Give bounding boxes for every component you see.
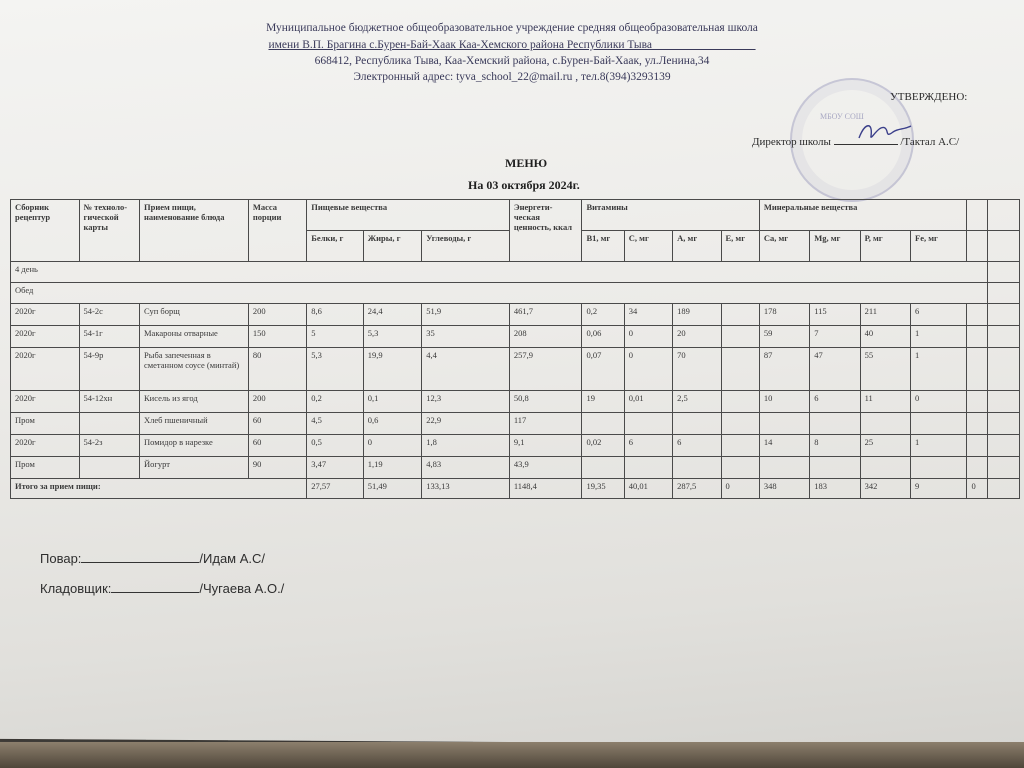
- cell-ca: 178: [759, 304, 809, 326]
- cell-protein: 5: [307, 326, 363, 348]
- total-extra: 0: [967, 479, 987, 499]
- cell-extra: [967, 457, 987, 479]
- total-e: 0: [721, 479, 759, 499]
- header-protein: Белки, г: [307, 231, 363, 262]
- total-fat: 51,49: [363, 479, 421, 499]
- cell-carbs: 4,83: [422, 457, 510, 479]
- cell-a: [673, 457, 721, 479]
- cell-fe: [911, 413, 967, 435]
- cell-fat: 24,4: [363, 304, 421, 326]
- table-row: [11, 391, 1020, 413]
- cell-energy: 43,9: [509, 457, 582, 479]
- empty-cell: [987, 348, 1019, 391]
- menu-table: [10, 199, 1020, 499]
- cell-mass: 80: [248, 348, 306, 391]
- cell-mass: 60: [248, 435, 306, 457]
- cell-collection: 2020г: [11, 348, 80, 391]
- header-e: Е, мг: [721, 231, 759, 262]
- school-name-line1: Муниципальное бюджетное общеобразовательное учреждение средняя общеобразовательная школа: [266, 22, 758, 34]
- cell-carbs: 4,4: [422, 348, 510, 391]
- director-signature: [855, 118, 915, 146]
- header-collection: Сборник рецептур: [11, 200, 80, 262]
- cell-energy: 461,7: [509, 304, 582, 326]
- cell-collection: 2020г: [11, 391, 80, 413]
- cell-mg: 7: [810, 326, 860, 348]
- cell-b1: 19: [582, 391, 624, 413]
- table-row: [11, 457, 1020, 479]
- cell-fat: 0,6: [363, 413, 421, 435]
- cell-fe: 1: [911, 326, 967, 348]
- cell-b1: 0,02: [582, 435, 624, 457]
- cell-ca: 87: [759, 348, 809, 391]
- cell-a: 20: [673, 326, 721, 348]
- cell-mass: 90: [248, 457, 306, 479]
- table-row: [11, 413, 1020, 435]
- cell-card: 54-2с: [79, 304, 139, 326]
- cook-blank: [81, 549, 199, 563]
- store-signature-line: [40, 579, 284, 596]
- header-c: С, мг: [624, 231, 672, 262]
- total-b1: 19,35: [582, 479, 624, 499]
- table-row: [11, 435, 1020, 457]
- header-vitamins: Витамины: [582, 200, 759, 231]
- cell-e: [721, 326, 759, 348]
- cell-fat: 0: [363, 435, 421, 457]
- cell-dish-name: Йогурт: [140, 457, 249, 479]
- school-contacts: Электронный адрес: tyva_school_22@mail.ru , тел.8(394)3293139: [353, 71, 671, 83]
- header-meal: Прием пищи, наименование блюда: [140, 200, 249, 262]
- director-label: Директор школы: [752, 136, 831, 148]
- cell-card: 54-1г: [79, 326, 139, 348]
- table-row: [11, 326, 1020, 348]
- cell-c: [624, 413, 672, 435]
- total-a: 287,5: [673, 479, 721, 499]
- cell-extra: [967, 391, 987, 413]
- empty-cell: [987, 435, 1019, 457]
- cell-carbs: 51,9: [422, 304, 510, 326]
- cell-energy: 208: [509, 326, 582, 348]
- cell-p: 25: [860, 435, 910, 457]
- empty-cell: [987, 391, 1019, 413]
- cell-e: [721, 457, 759, 479]
- header-mg: Mg, мг: [810, 231, 860, 262]
- cell-protein: 5,3: [307, 348, 363, 391]
- cell-mg: 47: [810, 348, 860, 391]
- cell-a: 2,5: [673, 391, 721, 413]
- cell-collection: Пром: [11, 457, 80, 479]
- cell-mg: 6: [810, 391, 860, 413]
- cell-mg: [810, 457, 860, 479]
- cell-ca: [759, 413, 809, 435]
- cell-collection: Пром: [11, 413, 80, 435]
- empty-cell: [987, 283, 1019, 304]
- cell-c: [624, 457, 672, 479]
- cell-extra: [967, 413, 987, 435]
- approved-label: УТВЕРЖДЕНО:: [890, 91, 968, 103]
- total-c: 40,01: [624, 479, 672, 499]
- school-address: 668412, Республика Тыва, Каа-Хемский района, с.Бурен-Бай-Хаак, ул.Ленина,34: [314, 55, 710, 67]
- cell-fat: 0,1: [363, 391, 421, 413]
- cell-a: 6: [673, 435, 721, 457]
- header-empty: [967, 231, 987, 262]
- cell-ca: 14: [759, 435, 809, 457]
- cell-fe: 1: [911, 348, 967, 391]
- header-p: Р, мг: [860, 231, 910, 262]
- empty-cell: [987, 413, 1019, 435]
- cell-carbs: 1,8: [422, 435, 510, 457]
- header-ca: Са, мг: [759, 231, 809, 262]
- cook-name: /Идам А.С/: [199, 551, 266, 566]
- cell-carbs: 22,9: [422, 413, 510, 435]
- cell-ca: [759, 457, 809, 479]
- cell-p: [860, 457, 910, 479]
- meal-type-label: Обед: [11, 283, 988, 304]
- store-name: /Чугаева А.О./: [199, 581, 285, 596]
- cell-fe: 0: [911, 391, 967, 413]
- header-empty: [987, 200, 1019, 231]
- cell-a: 189: [673, 304, 721, 326]
- cell-p: 11: [860, 391, 910, 413]
- cell-b1: 0,06: [582, 326, 624, 348]
- cell-b1: 0,07: [582, 348, 624, 391]
- cell-collection: 2020г: [11, 304, 80, 326]
- cell-dish-name: Макароны отварные: [140, 326, 249, 348]
- total-mg: 183: [810, 479, 860, 499]
- total-fe: 9: [911, 479, 967, 499]
- header-fat: Жиры, г: [363, 231, 421, 262]
- cell-p: [860, 413, 910, 435]
- stamp-text: МБОУ СОШ: [820, 112, 864, 121]
- cell-mg: 115: [810, 304, 860, 326]
- store-blank: [111, 579, 199, 593]
- cell-collection: 2020г: [11, 435, 80, 457]
- cell-card: 54-12хн: [79, 391, 139, 413]
- header-mass: Масса порции: [248, 200, 306, 262]
- dish-rows: [11, 304, 1020, 479]
- header-energy: Энергети-ческая ценность, ккал: [509, 200, 582, 262]
- cell-fe: 6: [911, 304, 967, 326]
- header-empty: [967, 200, 987, 231]
- table-row: [11, 348, 1020, 391]
- cell-b1: 0,2: [582, 304, 624, 326]
- cell-carbs: 12,3: [422, 391, 510, 413]
- cell-protein: 0,5: [307, 435, 363, 457]
- cell-fe: 1: [911, 435, 967, 457]
- header-empty: [987, 231, 1019, 262]
- cell-b1: [582, 457, 624, 479]
- cell-e: [721, 435, 759, 457]
- cell-energy: 9,1: [509, 435, 582, 457]
- empty-cell: [987, 262, 1019, 283]
- cell-protein: 8,6: [307, 304, 363, 326]
- cell-energy: 257,9: [509, 348, 582, 391]
- cell-p: 211: [860, 304, 910, 326]
- cell-extra: [967, 348, 987, 391]
- cell-card: 54-9р: [79, 348, 139, 391]
- cell-c: 0,01: [624, 391, 672, 413]
- cell-dish-name: Хлеб пшеничный: [140, 413, 249, 435]
- total-p: 342: [860, 479, 910, 499]
- cell-card: [79, 413, 139, 435]
- empty-cell: [987, 304, 1019, 326]
- total-carbs: 133,13: [422, 479, 510, 499]
- cell-e: [721, 391, 759, 413]
- cell-dish-name: Суп борщ: [140, 304, 249, 326]
- cell-protein: 3,47: [307, 457, 363, 479]
- cell-extra: [967, 435, 987, 457]
- cell-c: 0: [624, 348, 672, 391]
- cook-signature-line: [40, 549, 265, 566]
- cell-protein: 4,5: [307, 413, 363, 435]
- cell-fat: 1,19: [363, 457, 421, 479]
- table-row: [11, 304, 1020, 326]
- cell-energy: 117: [509, 413, 582, 435]
- total-ca: 348: [759, 479, 809, 499]
- cell-a: 70: [673, 348, 721, 391]
- header-card: № техноло-гической карты: [79, 200, 139, 262]
- cell-p: 55: [860, 348, 910, 391]
- cell-fe: [911, 457, 967, 479]
- header-fe: Fe, мг: [911, 231, 967, 262]
- total-label: Итого за прием пищи:: [11, 479, 307, 499]
- cell-ca: 59: [759, 326, 809, 348]
- empty-cell: [987, 457, 1019, 479]
- empty-cell: [987, 326, 1019, 348]
- floor-background: [0, 742, 1024, 768]
- cell-mass: 60: [248, 413, 306, 435]
- cell-mass: 200: [248, 304, 306, 326]
- cell-dish-name: Кисель из ягод: [140, 391, 249, 413]
- director-name: /Тактал А.С/: [900, 136, 960, 148]
- header-a: А, мг: [673, 231, 721, 262]
- cell-p: 40: [860, 326, 910, 348]
- cell-energy: 50,8: [509, 391, 582, 413]
- cell-c: 0: [624, 326, 672, 348]
- cell-mass: 150: [248, 326, 306, 348]
- cell-card: 54-2з: [79, 435, 139, 457]
- cell-a: [673, 413, 721, 435]
- total-protein: 27,57: [307, 479, 363, 499]
- empty-cell: [987, 479, 1019, 499]
- header-minerals: Минеральные вещества: [759, 200, 967, 231]
- cell-fat: 5,3: [363, 326, 421, 348]
- cell-mg: 8: [810, 435, 860, 457]
- header-nutrients: Пищевые вещества: [307, 200, 510, 231]
- cell-e: [721, 304, 759, 326]
- menu-date: На 03 октября 2024г.: [468, 178, 580, 192]
- cell-extra: [967, 326, 987, 348]
- cell-dish-name: Рыба запеченная в сметанном соусе (минтай): [140, 348, 249, 391]
- cook-label: Повар:: [40, 551, 82, 566]
- header-carbs: Углеводы, г: [422, 231, 510, 262]
- cell-protein: 0,2: [307, 391, 363, 413]
- cell-c: 6: [624, 435, 672, 457]
- cell-b1: [582, 413, 624, 435]
- cell-ca: 10: [759, 391, 809, 413]
- cell-c: 34: [624, 304, 672, 326]
- cell-carbs: 35: [422, 326, 510, 348]
- cell-mg: [810, 413, 860, 435]
- menu-title: МЕНЮ: [505, 156, 548, 170]
- cell-fat: 19,9: [363, 348, 421, 391]
- cell-dish-name: Помидор в нарезке: [140, 435, 249, 457]
- school-name-line2: имени В.П. Брагина с.Бурен-Бай-Хаак Каа-Хемского района Республики Тыва__________________: [268, 39, 756, 51]
- cell-extra: [967, 304, 987, 326]
- cell-card: [79, 457, 139, 479]
- day-label: 4 день: [11, 262, 988, 283]
- cell-collection: 2020г: [11, 326, 80, 348]
- cell-e: [721, 413, 759, 435]
- total-energy: 1148,4: [509, 479, 582, 499]
- cell-mass: 200: [248, 391, 306, 413]
- cell-e: [721, 348, 759, 391]
- header-b1: В1, мг: [582, 231, 624, 262]
- store-label: Кладовщик:: [40, 581, 112, 596]
